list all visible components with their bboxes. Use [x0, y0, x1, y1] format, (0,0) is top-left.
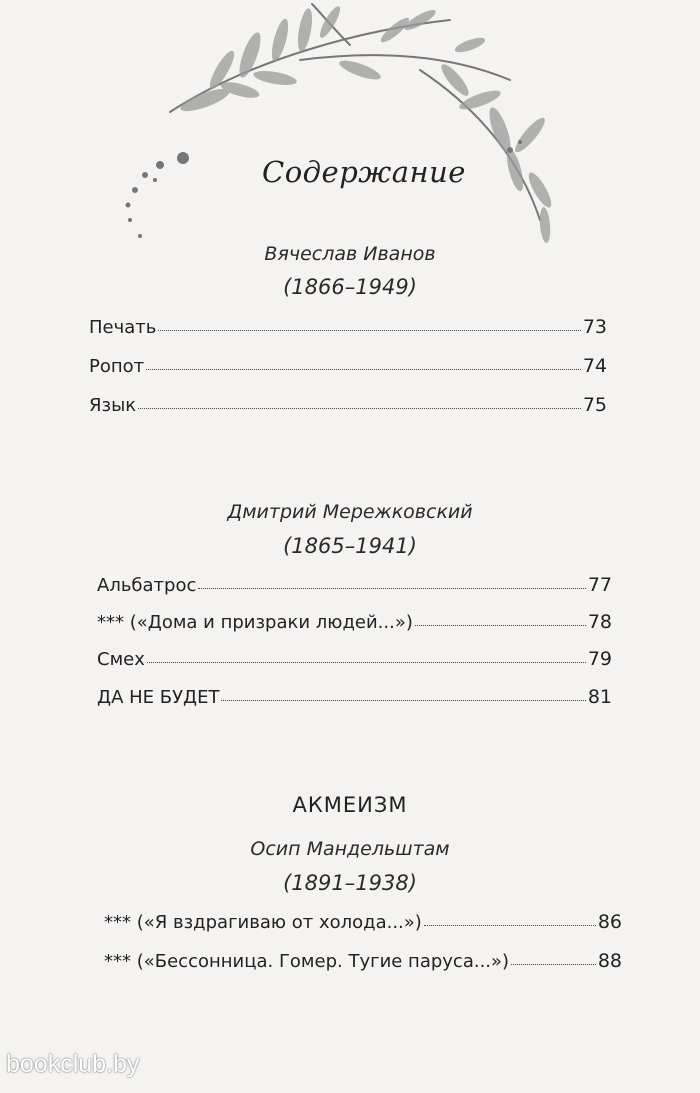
toc-entry-title: *** («Дома и призраки людей...») [97, 612, 413, 633]
toc-entry[interactable] [97, 611, 612, 633]
toc-entry[interactable] [89, 394, 607, 416]
toc-entry-page: 78 [587, 611, 612, 633]
toc-entry[interactable] [89, 316, 607, 338]
toc-entry-title: Печать [89, 317, 157, 338]
toc-entry-page: 75 [582, 394, 607, 416]
toc-entry-page: 88 [597, 950, 622, 972]
toc-entry[interactable] [97, 648, 612, 670]
toc-entry-page: 73 [582, 316, 607, 338]
toc-entry-page: 77 [587, 574, 612, 596]
author-name: Осип Мандельштам [250, 838, 450, 860]
toc-heading: Содержание [262, 155, 466, 189]
toc-entry-title: *** («Бессонница. Гомер. Тугие паруса...») [104, 951, 510, 972]
author-years: (1891–1938) [283, 871, 417, 895]
watermark-text: bookclub.by [6, 1050, 140, 1078]
dot-leader [146, 369, 581, 370]
dot-leader [198, 588, 585, 589]
dot-leader [424, 925, 596, 926]
toc-entry-title: Язык [89, 395, 137, 416]
toc-entry-page: 81 [587, 686, 612, 708]
toc-entry-title: Смех [97, 649, 145, 670]
toc-entry-title: *** («Я вздрагиваю от холода...») [104, 912, 422, 933]
toc-entry-title: Ропот [89, 356, 145, 377]
dot-leader [138, 408, 581, 409]
toc-entry-page: 79 [587, 648, 612, 670]
author-name: Вячеслав Иванов [264, 243, 436, 265]
author-name: Дмитрий Мережковский [227, 501, 473, 523]
dot-leader [158, 330, 580, 331]
toc-entry[interactable] [104, 911, 622, 933]
dot-leader [415, 625, 586, 626]
dot-leader [147, 662, 586, 663]
dot-leader [221, 700, 585, 701]
leaf-wreath-illustration [0, 0, 700, 250]
toc-entry[interactable] [89, 355, 607, 377]
dot-leader [511, 964, 596, 965]
author-years: (1866–1949) [283, 275, 417, 299]
toc-entry-title: ДА НЕ БУДЕТ [97, 687, 220, 708]
toc-entry[interactable] [104, 950, 622, 972]
toc-entry-title: Альбатрос [97, 575, 197, 596]
section-title: АКМЕИЗМ [292, 793, 408, 817]
toc-entry[interactable] [97, 686, 612, 708]
toc-entry-page: 86 [597, 911, 622, 933]
toc-entry-page: 74 [582, 355, 607, 377]
author-years: (1865–1941) [283, 534, 417, 558]
toc-entry[interactable] [97, 574, 612, 596]
